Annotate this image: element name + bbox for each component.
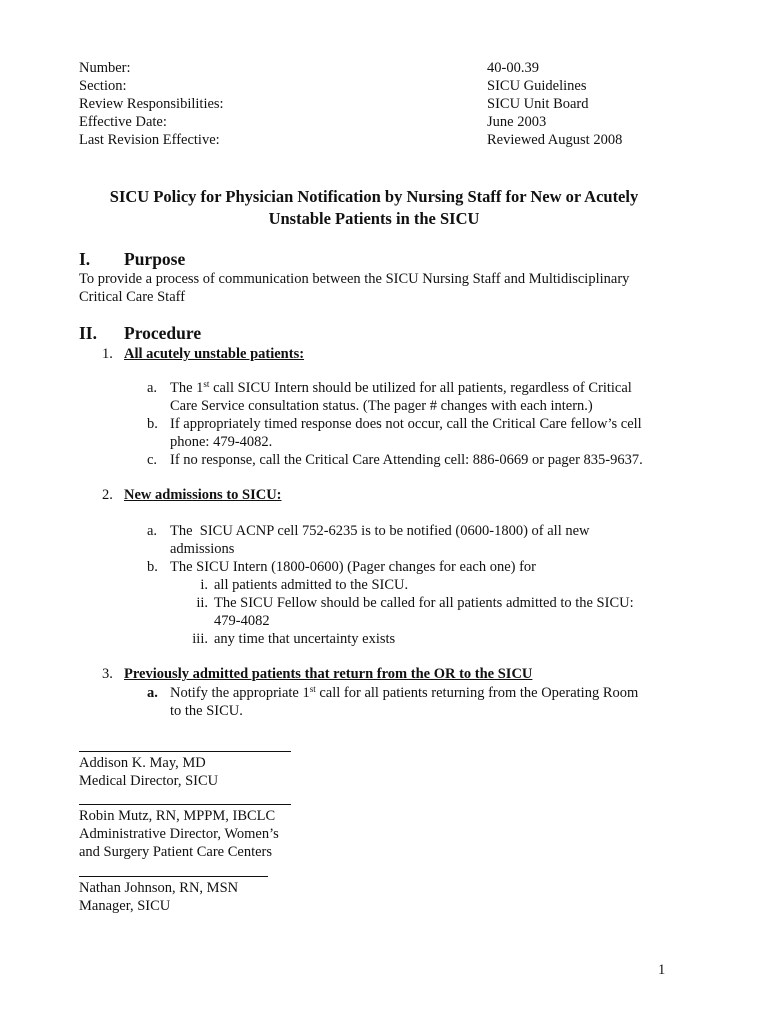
signature-title-1: Medical Director, SICU [79,773,219,789]
signature-title-3: Manager, SICU [79,898,171,914]
item-text-3a-line-2: to the SICU. [170,703,243,719]
subitem-label-iii: iii. [192,631,208,647]
subitem-label-i: i. [200,577,208,593]
section-number-purpose: I. [79,249,91,269]
item-text-1b-line-2: phone: 479-4082. [170,434,273,450]
item-label-1b: b. [147,416,158,432]
subsection-heading-new-admissions: New admissions to SICU: [124,487,282,503]
header-label-review: Review Responsibilities: [79,96,224,112]
item-text-3a-line-1: Notify the appropriate 1st call for all patients returning from the Operating Room [170,684,639,701]
header-value-effective-date: June 2003 [487,114,547,130]
item-text-2b: The SICU Intern (1800-0600) (Pager changes for each one) for [170,559,536,575]
list-number-2: 2. [102,487,113,503]
header-value-section: SICU Guidelines [487,78,587,94]
signature-name-1: Addison K. May, MD [79,755,206,771]
signature-line-2 [79,804,291,805]
subitem-label-ii: ii. [196,595,208,611]
header-value-number: 40-00.39 [487,60,539,76]
item-label-1a: a. [147,380,158,396]
header-label-section: Section: [79,78,127,94]
purpose-text-line-2: Critical Care Staff [79,289,186,305]
item-label-3a: a. [147,685,158,701]
document-title-line-1: SICU Policy for Physician Notification by Nursing Staff for New or Acutely [109,187,639,206]
subsection-heading-return-from-or: Previously admitted patients that return from the OR to the SICU [124,666,533,682]
subitem-text-ii-line-2: 479-4082 [214,613,270,629]
subitem-text-iii: any time that uncertainty exists [214,631,396,647]
subitem-text-ii-line-1: The SICU Fellow should be called for all patients admitted to the SICU: [214,595,634,611]
item-label-2b: b. [147,559,158,575]
header-label-last-revision: Last Revision Effective: [79,132,220,148]
signature-line-1 [79,751,291,752]
signature-name-2: Robin Mutz, RN, MPPM, IBCLC [79,808,276,824]
item-label-2a: a. [147,523,158,539]
list-number-3: 3. [102,666,113,682]
header-value-review: SICU Unit Board [487,96,589,112]
section-heading-procedure: Procedure [124,323,202,343]
list-number-1: 1. [102,346,113,362]
subitem-text-i: all patients admitted to the SICU. [214,577,409,593]
item-text-2a-line-1: The SICU ACNP cell 752-6235 is to be notified (0600-1800) of all new [170,523,590,539]
purpose-text-line-1: To provide a process of communication between the SICU Nursing Staff and Multidisciplinary [79,271,630,287]
section-number-procedure: II. [79,323,97,343]
header-label-effective-date: Effective Date: [79,114,167,130]
item-text-1c: If no response, call the Critical Care Attending cell: 886-0669 or pager 835-9637. [170,452,643,468]
signature-name-3: Nathan Johnson, RN, MSN [79,880,239,896]
page-number: 1 [658,962,666,978]
signature-line-3 [79,876,268,877]
signature-title-2-line-1: Administrative Director, Women’s [79,826,279,842]
item-text-1b-line-1: If appropriately timed response does not occur, call the Critical Care fellow’s cell [170,416,642,432]
signature-title-2-line-2: and Surgery Patient Care Centers [79,844,273,860]
document-title-line-2: Unstable Patients in the SICU [268,209,480,228]
item-label-1c: c. [147,452,158,468]
section-heading-purpose: Purpose [124,249,186,269]
item-text-2a-line-2: admissions [170,541,235,557]
header-value-last-revision: Reviewed August 2008 [487,132,623,148]
item-text-1a-line-1: The 1st call SICU Intern should be utilized for all patients, regardless of Critical [170,379,632,396]
subsection-heading-unstable: All acutely unstable patients: [124,346,305,362]
item-text-1a-line-2: Care Service consultation status. (The pager # changes with each intern.) [170,398,593,414]
header-label-number: Number: [79,60,131,76]
